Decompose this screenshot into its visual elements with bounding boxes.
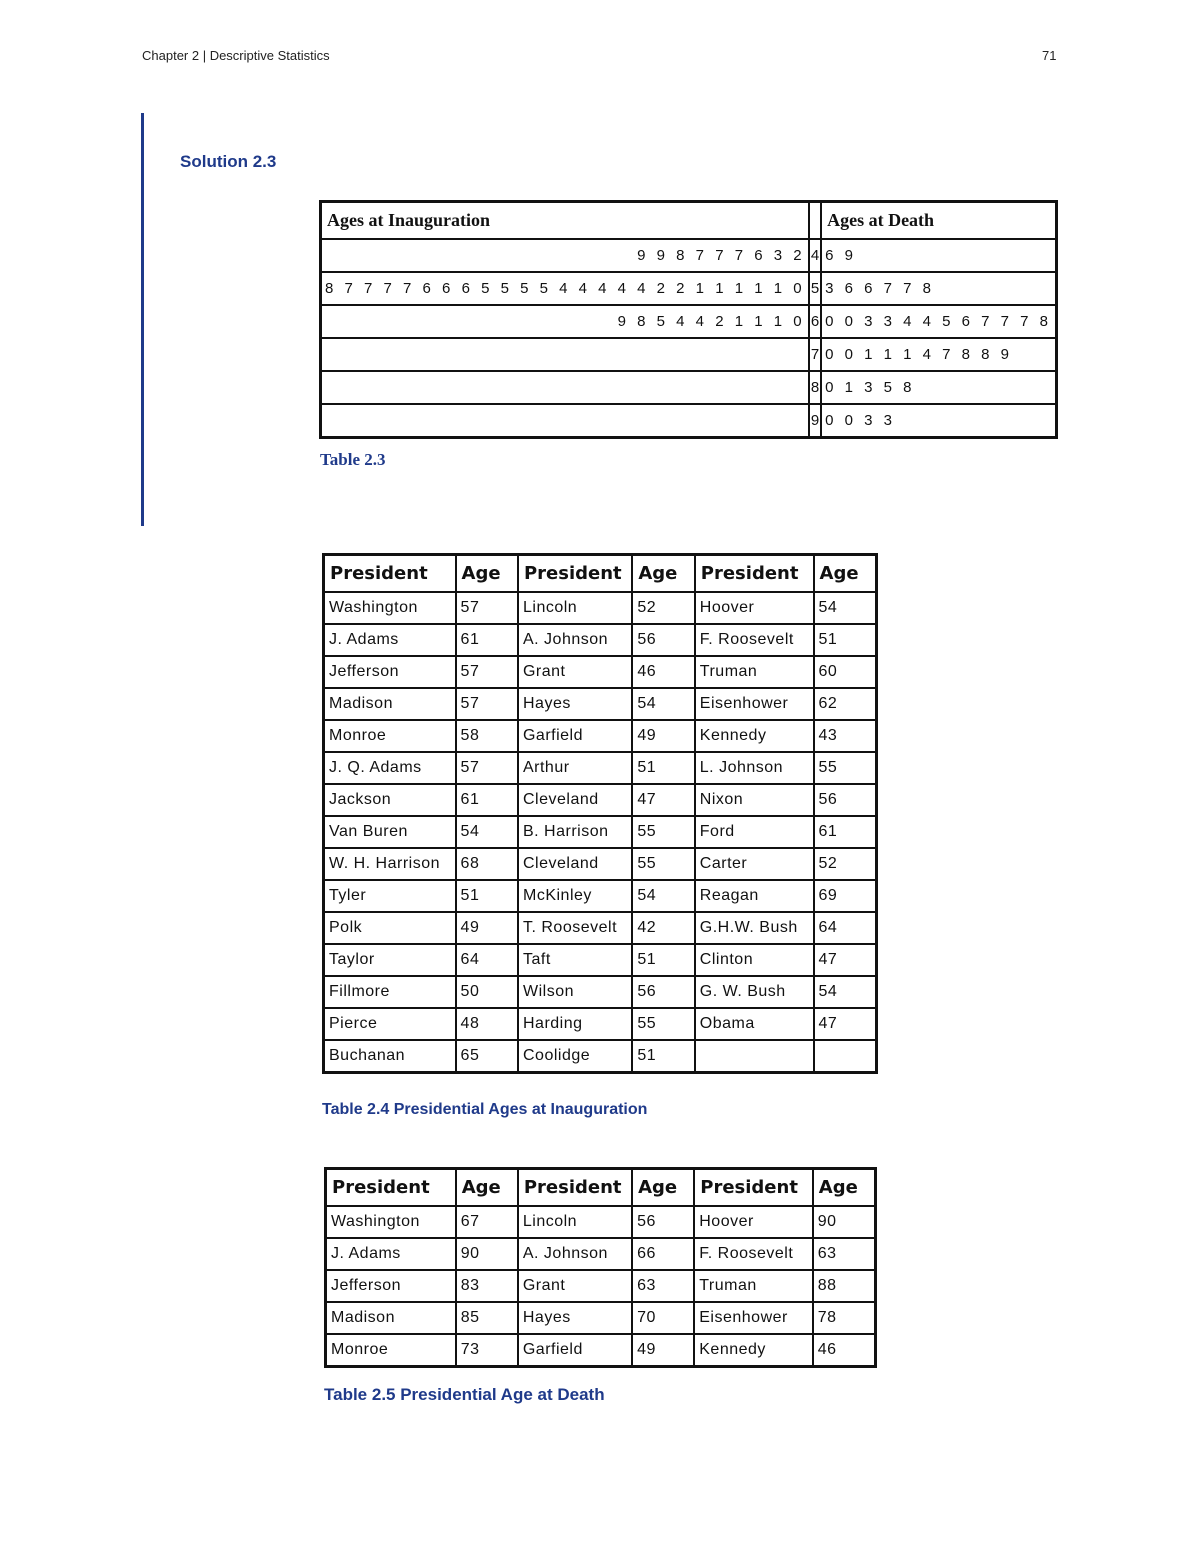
table-row: [326, 1302, 876, 1334]
stem-leaf-row: [321, 404, 1057, 438]
president-age-cell: [814, 1040, 877, 1073]
president-age-cell: 54: [456, 816, 518, 848]
president-age-cell: 67: [456, 1206, 518, 1238]
president-age-cell: 64: [456, 944, 518, 976]
president-name-cell: Lincoln: [518, 592, 632, 624]
president-age-cell: 42: [632, 912, 694, 944]
president-age-cell: 51: [456, 880, 518, 912]
death-leaves: 0 0 1 1 1 4 7 8 8 9: [821, 338, 1056, 371]
column-header: Age: [456, 555, 518, 593]
president-age-cell: 57: [456, 752, 518, 784]
death-leaves: 0 1 3 5 8: [821, 371, 1056, 404]
column-header: Age: [632, 1169, 694, 1207]
table-row: [324, 976, 877, 1008]
president-name-cell: W. H. Harrison: [324, 848, 456, 880]
stem-value: 8: [809, 371, 821, 404]
president-name-cell: Garfield: [518, 720, 632, 752]
president-age-cell: 65: [456, 1040, 518, 1073]
inauguration-leaves: 9 8 5 4 4 2 1 1 1 0: [321, 305, 810, 338]
president-age-cell: 68: [456, 848, 518, 880]
death-leaves: 0 0 3 3 4 4 5 6 7 7 7 8: [821, 305, 1056, 338]
president-age-cell: 57: [456, 656, 518, 688]
stem-leaf-header-row: [321, 202, 1057, 240]
table-row: [324, 816, 877, 848]
president-name-cell: Jefferson: [324, 656, 456, 688]
column-header: Age: [632, 555, 694, 593]
president-name-cell: Eisenhower: [695, 688, 814, 720]
president-name-cell: G.H.W. Bush: [695, 912, 814, 944]
president-age-cell: 51: [632, 944, 694, 976]
president-name-cell: B. Harrison: [518, 816, 632, 848]
president-name-cell: Clinton: [695, 944, 814, 976]
president-name-cell: Jackson: [324, 784, 456, 816]
president-name-cell: G. W. Bush: [695, 976, 814, 1008]
stem-value: 7: [809, 338, 821, 371]
president-name-cell: J. Q. Adams: [324, 752, 456, 784]
president-age-cell: 49: [632, 720, 694, 752]
stem-value: 6: [809, 305, 821, 338]
president-age-cell: 63: [813, 1238, 876, 1270]
stem-leaf-table: [319, 200, 1058, 439]
president-age-cell: 52: [814, 848, 877, 880]
death-leaves: 6 9: [821, 239, 1056, 272]
chapter-header: Chapter 2 | Descriptive Statistics: [142, 48, 330, 63]
president-name-cell: Pierce: [324, 1008, 456, 1040]
president-name-cell: Madison: [324, 688, 456, 720]
column-header: President: [324, 555, 456, 593]
president-name-cell: T. Roosevelt: [518, 912, 632, 944]
header-ages-inauguration: Ages at Inauguration: [321, 202, 810, 240]
president-name-cell: Madison: [326, 1302, 456, 1334]
death-ages-table: [324, 1167, 877, 1368]
death-header-row: [326, 1169, 876, 1207]
stem-leaf-row: [321, 305, 1057, 338]
president-name-cell: Truman: [694, 1270, 813, 1302]
president-name-cell: Arthur: [518, 752, 632, 784]
president-age-cell: 54: [814, 976, 877, 1008]
inauguration-leaves: 9 9 8 7 7 7 6 3 2: [321, 239, 810, 272]
president-age-cell: 48: [456, 1008, 518, 1040]
solution-accent-bar: [141, 113, 144, 526]
president-name-cell: Kennedy: [694, 1334, 813, 1367]
table-2-3-caption: Table 2.3: [320, 450, 386, 469]
page-number: 71: [1042, 48, 1057, 63]
header-stem: [809, 202, 821, 240]
president-age-cell: 56: [814, 784, 877, 816]
president-name-cell: Cleveland: [518, 784, 632, 816]
president-age-cell: 55: [814, 752, 877, 784]
table-row: [324, 624, 877, 656]
president-age-cell: 49: [632, 1334, 694, 1367]
president-age-cell: 47: [814, 944, 877, 976]
president-name-cell: Kennedy: [695, 720, 814, 752]
inauguration-leaves: 8 7 7 7 7 6 6 6 5 5 5 5 4 4 4 4 4 2 2 1 1 1 1 1 0: [321, 272, 810, 305]
president-name-cell: Ford: [695, 816, 814, 848]
president-age-cell: 43: [814, 720, 877, 752]
president-age-cell: 47: [632, 784, 694, 816]
president-name-cell: Hoover: [695, 592, 814, 624]
president-name-cell: Eisenhower: [694, 1302, 813, 1334]
president-name-cell: J. Adams: [326, 1238, 456, 1270]
president-age-cell: 50: [456, 976, 518, 1008]
president-name-cell: Van Buren: [324, 816, 456, 848]
inauguration-header-row: [324, 555, 877, 593]
table-row: [324, 1008, 877, 1040]
column-header: President: [695, 555, 814, 593]
table-row: [324, 880, 877, 912]
president-age-cell: 55: [632, 816, 694, 848]
president-age-cell: 55: [632, 1008, 694, 1040]
president-age-cell: 70: [632, 1302, 694, 1334]
table-2-5-caption: Table 2.5 Presidential Age at Death: [324, 1385, 605, 1404]
president-name-cell: Taft: [518, 944, 632, 976]
stem-value: 9: [809, 404, 821, 438]
president-age-cell: 66: [632, 1238, 694, 1270]
stem-value: 5: [809, 272, 821, 305]
column-header: Age: [813, 1169, 876, 1207]
president-age-cell: 51: [632, 752, 694, 784]
president-name-cell: Coolidge: [518, 1040, 632, 1073]
stem-leaf-row: [321, 239, 1057, 272]
president-name-cell: Washington: [326, 1206, 456, 1238]
president-age-cell: 51: [632, 1040, 694, 1073]
table-row: [324, 944, 877, 976]
inauguration-body: [324, 592, 877, 1073]
president-age-cell: 63: [632, 1270, 694, 1302]
death-leaves: 0 0 3 3: [821, 404, 1056, 438]
president-name-cell: A. Johnson: [518, 624, 632, 656]
president-age-cell: 85: [456, 1302, 518, 1334]
president-name-cell: Buchanan: [324, 1040, 456, 1073]
stem-leaf-row: [321, 272, 1057, 305]
column-header: President: [518, 555, 632, 593]
president-age-cell: 61: [456, 784, 518, 816]
column-header: Age: [456, 1169, 518, 1207]
column-header: President: [694, 1169, 813, 1207]
president-name-cell: Grant: [518, 656, 632, 688]
table-row: [324, 848, 877, 880]
president-age-cell: 51: [814, 624, 877, 656]
inauguration-leaves: [321, 371, 810, 404]
president-name-cell: Reagan: [695, 880, 814, 912]
stem-value: 4: [809, 239, 821, 272]
president-age-cell: 56: [632, 976, 694, 1008]
president-age-cell: 57: [456, 592, 518, 624]
president-age-cell: 56: [632, 1206, 694, 1238]
president-name-cell: Hoover: [694, 1206, 813, 1238]
president-age-cell: 90: [813, 1206, 876, 1238]
president-age-cell: 83: [456, 1270, 518, 1302]
table-row: [324, 912, 877, 944]
column-header: Age: [814, 555, 877, 593]
table-row: [324, 752, 877, 784]
president-age-cell: 60: [814, 656, 877, 688]
president-name-cell: Monroe: [324, 720, 456, 752]
president-name-cell: Monroe: [326, 1334, 456, 1367]
president-age-cell: 57: [456, 688, 518, 720]
stem-leaf-body: [321, 239, 1057, 438]
table-row: [326, 1334, 876, 1367]
death-leaves: 3 6 6 7 7 8: [821, 272, 1056, 305]
column-header: President: [518, 1169, 632, 1207]
table-row: [326, 1270, 876, 1302]
president-age-cell: 64: [814, 912, 877, 944]
president-age-cell: 69: [814, 880, 877, 912]
president-name-cell: Truman: [695, 656, 814, 688]
president-age-cell: 58: [456, 720, 518, 752]
president-name-cell: Hayes: [518, 688, 632, 720]
president-age-cell: 62: [814, 688, 877, 720]
table-row: [324, 784, 877, 816]
president-age-cell: 78: [813, 1302, 876, 1334]
table-row: [326, 1238, 876, 1270]
solution-title: Solution 2.3: [180, 152, 277, 171]
president-name-cell: Grant: [518, 1270, 632, 1302]
president-name-cell: Wilson: [518, 976, 632, 1008]
president-name-cell: Fillmore: [324, 976, 456, 1008]
president-age-cell: 54: [814, 592, 877, 624]
table-row: [324, 656, 877, 688]
president-age-cell: 61: [456, 624, 518, 656]
president-age-cell: 52: [632, 592, 694, 624]
president-age-cell: 46: [813, 1334, 876, 1367]
inauguration-leaves: [321, 338, 810, 371]
president-name-cell: Garfield: [518, 1334, 632, 1367]
president-name-cell: Jefferson: [326, 1270, 456, 1302]
president-name-cell: F. Roosevelt: [694, 1238, 813, 1270]
column-header: President: [326, 1169, 456, 1207]
president-name-cell: F. Roosevelt: [695, 624, 814, 656]
president-name-cell: Nixon: [695, 784, 814, 816]
president-age-cell: 49: [456, 912, 518, 944]
header-ages-death: Ages at Death: [821, 202, 1056, 240]
table-row: [324, 592, 877, 624]
stem-leaf-row: [321, 371, 1057, 404]
death-body: [326, 1206, 876, 1367]
president-age-cell: 55: [632, 848, 694, 880]
table-2-4-caption: Table 2.4 Presidential Ages at Inauguration: [322, 1101, 648, 1118]
president-age-cell: 88: [813, 1270, 876, 1302]
president-age-cell: 46: [632, 656, 694, 688]
president-name-cell: Polk: [324, 912, 456, 944]
president-age-cell: 54: [632, 880, 694, 912]
president-age-cell: 73: [456, 1334, 518, 1367]
table-row: [324, 688, 877, 720]
inauguration-leaves: [321, 404, 810, 438]
president-age-cell: 47: [814, 1008, 877, 1040]
president-age-cell: 90: [456, 1238, 518, 1270]
president-name-cell: Taylor: [324, 944, 456, 976]
president-age-cell: 54: [632, 688, 694, 720]
president-name-cell: Carter: [695, 848, 814, 880]
president-name-cell: Hayes: [518, 1302, 632, 1334]
president-name-cell: Cleveland: [518, 848, 632, 880]
stem-leaf-row: [321, 338, 1057, 371]
inauguration-ages-table: [322, 553, 878, 1074]
president-age-cell: 61: [814, 816, 877, 848]
president-name-cell: Tyler: [324, 880, 456, 912]
table-row: [324, 720, 877, 752]
president-name-cell: J. Adams: [324, 624, 456, 656]
president-age-cell: 56: [632, 624, 694, 656]
president-name-cell: Harding: [518, 1008, 632, 1040]
table-row: [324, 1040, 877, 1073]
president-name-cell: [695, 1040, 814, 1073]
president-name-cell: McKinley: [518, 880, 632, 912]
president-name-cell: Lincoln: [518, 1206, 632, 1238]
president-name-cell: Obama: [695, 1008, 814, 1040]
president-name-cell: A. Johnson: [518, 1238, 632, 1270]
table-row: [326, 1206, 876, 1238]
president-name-cell: Washington: [324, 592, 456, 624]
president-name-cell: L. Johnson: [695, 752, 814, 784]
